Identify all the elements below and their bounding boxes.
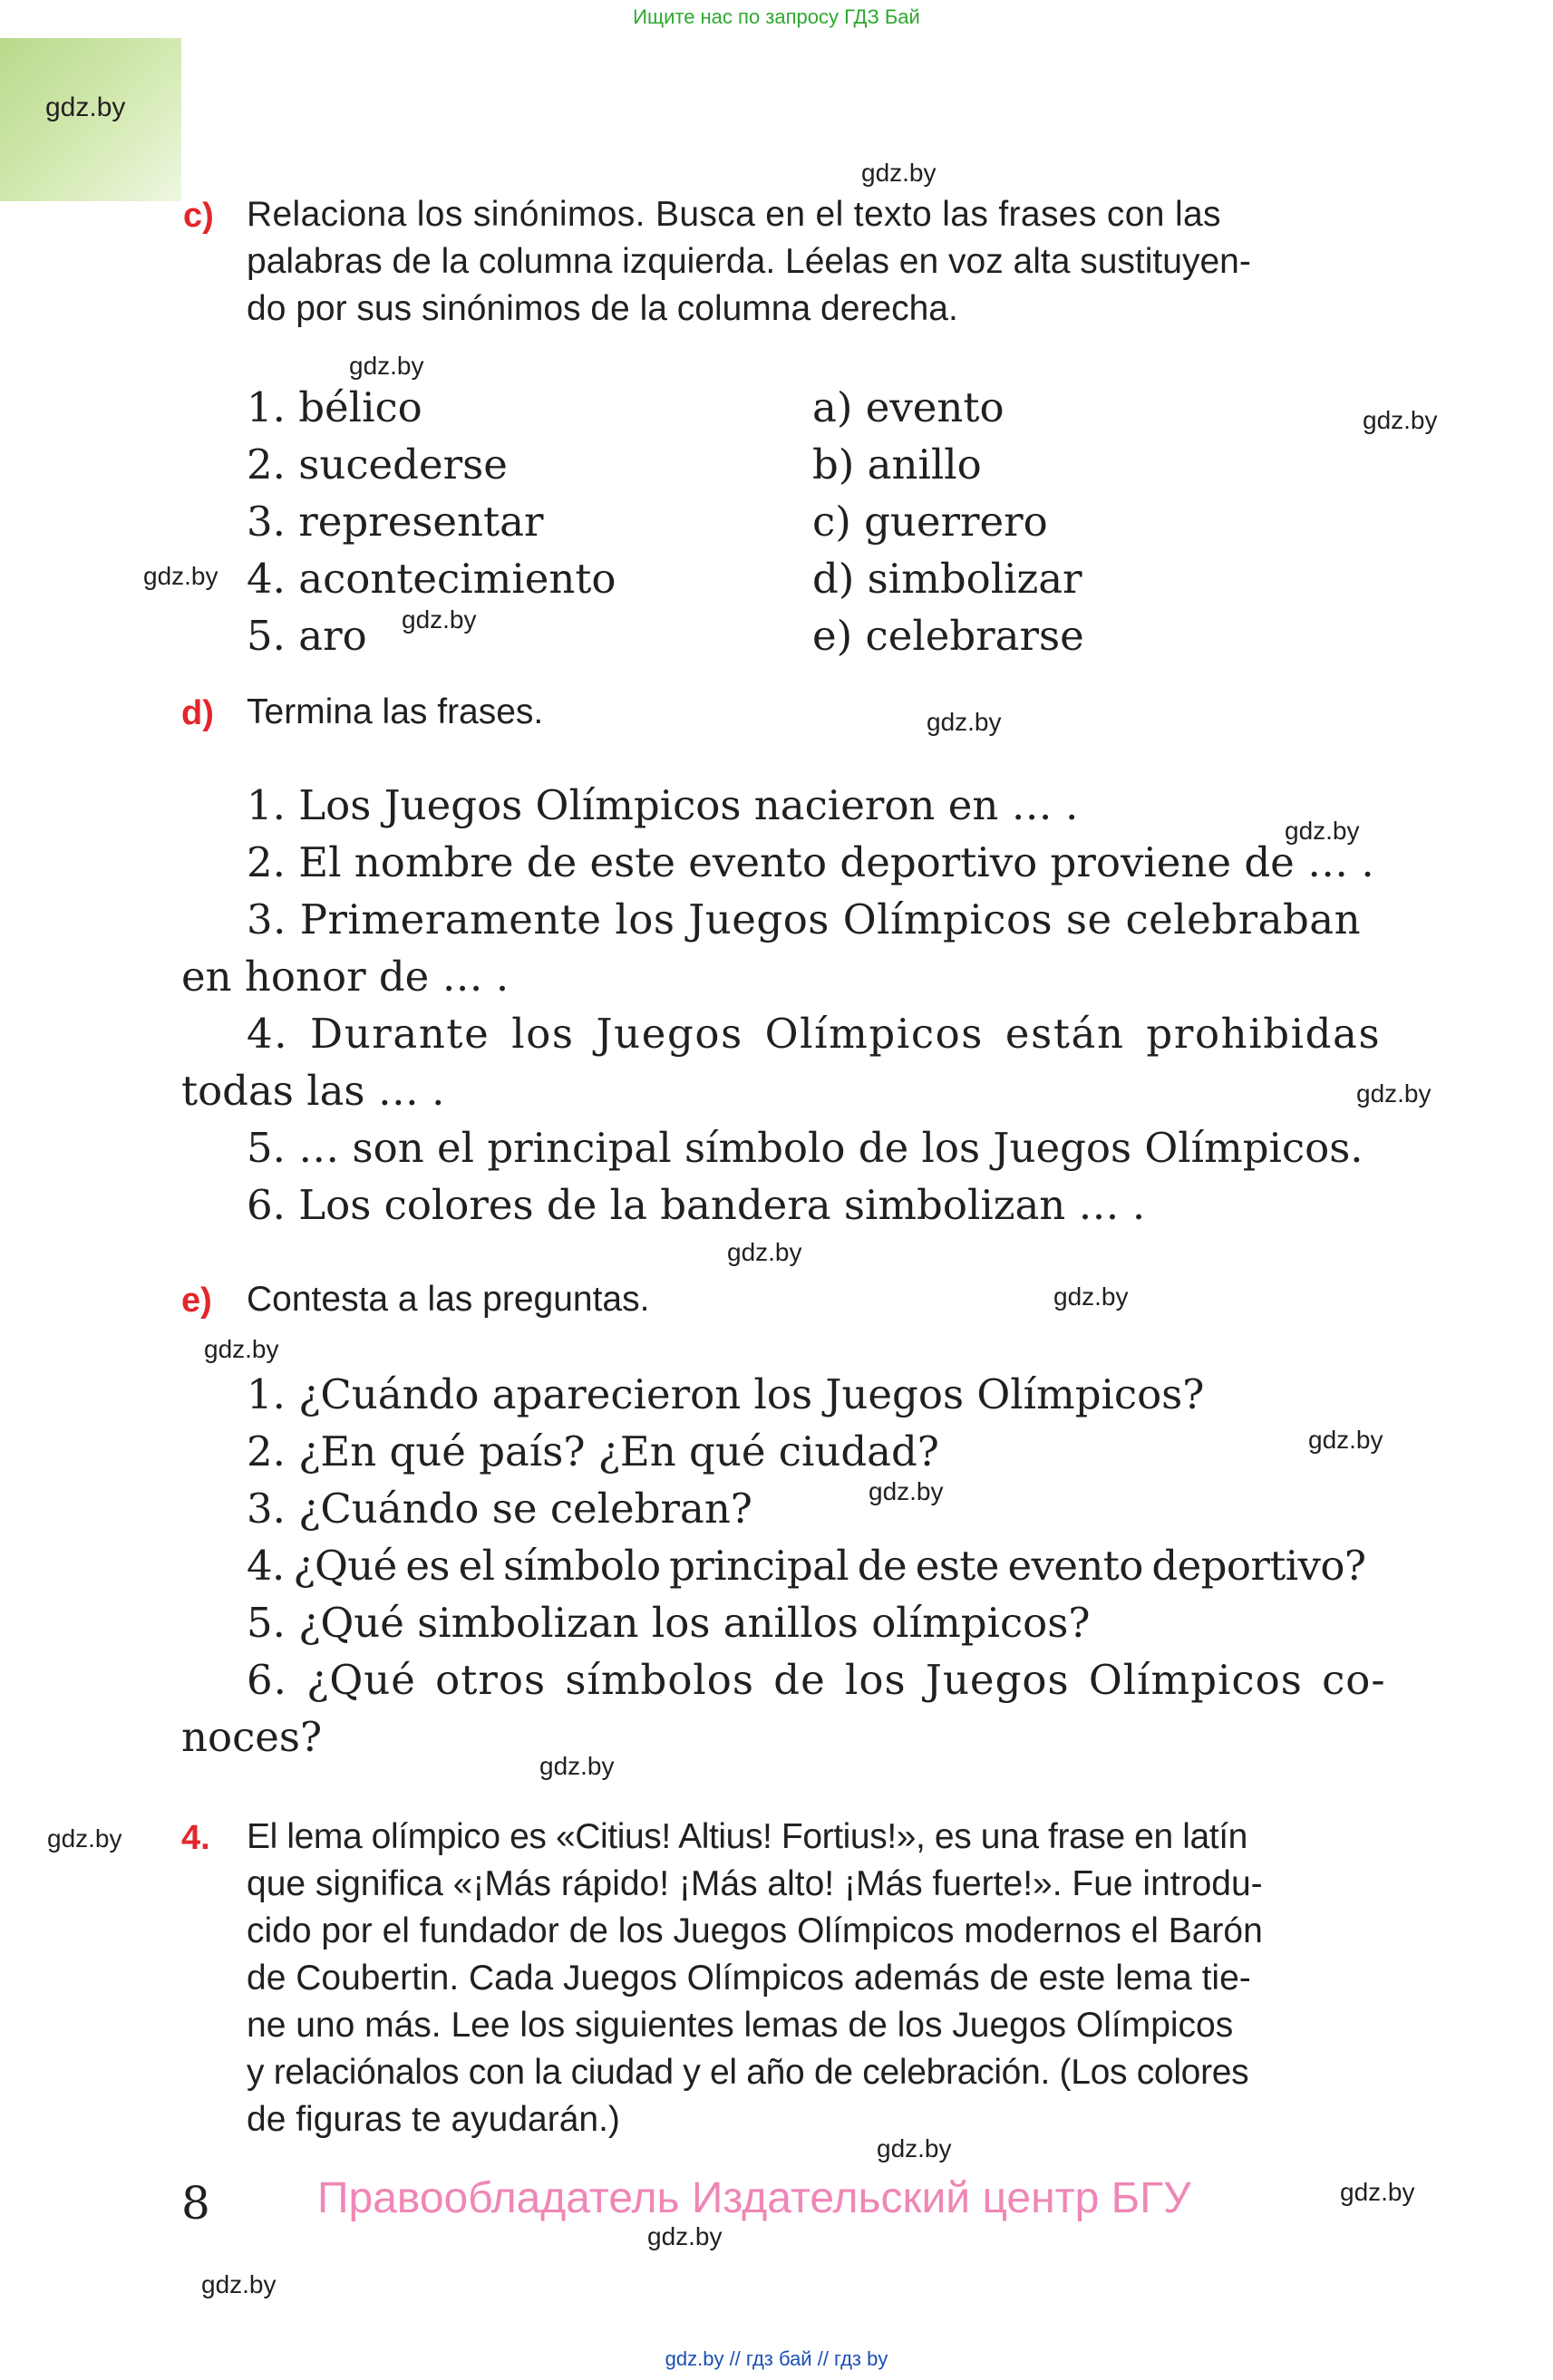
- sentence-line: 2. El nombre de este evento deportivo proviene de … .: [247, 838, 1374, 886]
- watermark: gdz.by: [877, 2134, 952, 2162]
- list-item: 2. sucederse: [247, 440, 508, 489]
- watermark: gdz.by: [1356, 1079, 1432, 1108]
- watermark: gdz.by: [1308, 1426, 1383, 1454]
- text-line: de Coubertin. Cada Juegos Olímpicos además de este lema tie-: [247, 1959, 1251, 1998]
- sentence-line: 3. Primeramente los Juegos Olímpicos se celebraban: [247, 895, 1362, 943]
- text-line: palabras de la columna izquierda. Léelas en voz alta sustituyen-: [247, 242, 1251, 281]
- watermark: gdz.by: [861, 159, 937, 187]
- watermark: gdz.by: [47, 1824, 122, 1853]
- sentence-line: 1. Los Juegos Olímpicos nacieron en … .: [247, 781, 1079, 829]
- list-item: a) evento: [812, 383, 1005, 431]
- exercise-4-number: 4.: [181, 1819, 210, 1857]
- text-line: cido por el fundador de los Juegos Olímpicos modernos el Barón: [247, 1911, 1263, 1950]
- text-line: ne uno más. Lee los siguientes lemas de los Juegos Olímpicos: [247, 2006, 1234, 2045]
- top-search-link[interactable]: Ищите нас по запросу ГДЗ Бай: [633, 5, 920, 28]
- list-item: e) celebrarse: [812, 612, 1084, 660]
- list-item: 4. acontecimiento: [247, 555, 616, 603]
- watermark: gdz.by: [927, 708, 1002, 736]
- text-line: do por sus sinónimos de la columna derecha.: [247, 289, 958, 328]
- text-line: que significa «¡Más rápido! ¡Más alto! ¡Más fuerte!». Fue introdu-: [247, 1864, 1263, 1903]
- sentence-line: 4. Durante los Juegos Olímpicos están prohibidas: [247, 1010, 1382, 1058]
- watermark: gdz.by: [869, 1477, 944, 1505]
- list-item: c) guerrero: [812, 498, 1048, 546]
- list-item: 1. bélico: [247, 383, 422, 431]
- watermark: gdz.by: [647, 2222, 723, 2250]
- list-item: b) anillo: [812, 440, 982, 489]
- page-number: 8: [181, 2177, 210, 2230]
- watermark: gdz.by: [349, 352, 424, 380]
- corner-badge: [0, 38, 181, 201]
- question-line: 3. ¿Cuándo se celebran?: [247, 1485, 752, 1533]
- watermark: gdz.by: [1340, 2178, 1415, 2206]
- text-line: Relaciona los sinónimos. Busca en el texto las frases con las: [247, 195, 1221, 234]
- rights-holder-notice: Правообладатель Издательский центр БГУ: [317, 2174, 1191, 2222]
- section-d-letter: d): [181, 694, 214, 732]
- watermark: gdz.by: [402, 605, 477, 634]
- footer-links[interactable]: gdz.by // гдз бай // гдз by: [665, 2347, 888, 2370]
- list-item: 3. representar: [247, 498, 544, 546]
- question-line: 5. ¿Qué simbolizan los anillos olímpicos?: [247, 1599, 1091, 1647]
- watermark: gdz.by: [1363, 406, 1438, 434]
- watermark: gdz.by: [201, 2270, 277, 2298]
- exercise-4-text: [247, 1814, 1384, 2143]
- watermark: gdz.by: [1285, 817, 1360, 845]
- watermark: gdz.by: [143, 562, 218, 590]
- question-line: 2. ¿En qué país? ¿En qué ciudad?: [247, 1427, 939, 1475]
- sentence-line: 5. … son el principal símbolo de los Juegos Olímpicos.: [247, 1124, 1364, 1172]
- watermark: gdz.by: [1053, 1282, 1129, 1311]
- list-item: d) simbolizar: [812, 555, 1082, 603]
- watermark: gdz.by: [539, 1752, 615, 1780]
- watermark: gdz.by: [204, 1335, 279, 1363]
- section-e-letter: e): [181, 1282, 212, 1320]
- text-line: Termina las frases.: [247, 692, 544, 731]
- section-c-letter: c): [183, 197, 214, 235]
- question-line: noces?: [181, 1713, 323, 1761]
- text-line: El lema olímpico es «Citius! Altius! Fortius!», es una frase en latín: [247, 1817, 1247, 1856]
- section-e-instruction: [247, 1276, 649, 1323]
- sentence-line: 6. Los colores de la bandera simbolizan … .: [247, 1181, 1146, 1229]
- watermark: gdz.by: [727, 1238, 802, 1266]
- text-line: Contesta a las preguntas.: [247, 1280, 650, 1319]
- section-c-instruction: [247, 191, 1384, 333]
- sentence-line: todas las … .: [181, 1067, 445, 1115]
- question-line: 6. ¿Qué otros símbolos de los Juegos Olímpicos co-: [247, 1656, 1386, 1704]
- section-d-instruction: [247, 689, 543, 736]
- question-line: 4. ¿Qué es el símbolo principal de este evento deportivo?: [247, 1542, 1366, 1590]
- list-item: 5. aro: [247, 612, 367, 660]
- text-line: de figuras te ayudarán.): [247, 2100, 620, 2139]
- sentence-line: en honor de … .: [181, 953, 510, 1001]
- corner-badge-label: gdz.by: [45, 92, 126, 122]
- text-line: y relaciónalos con la ciudad y el año de celebración. (Los colores: [247, 2053, 1249, 2092]
- question-line: 1. ¿Cuándo aparecieron los Juegos Olímpicos?: [247, 1370, 1205, 1418]
